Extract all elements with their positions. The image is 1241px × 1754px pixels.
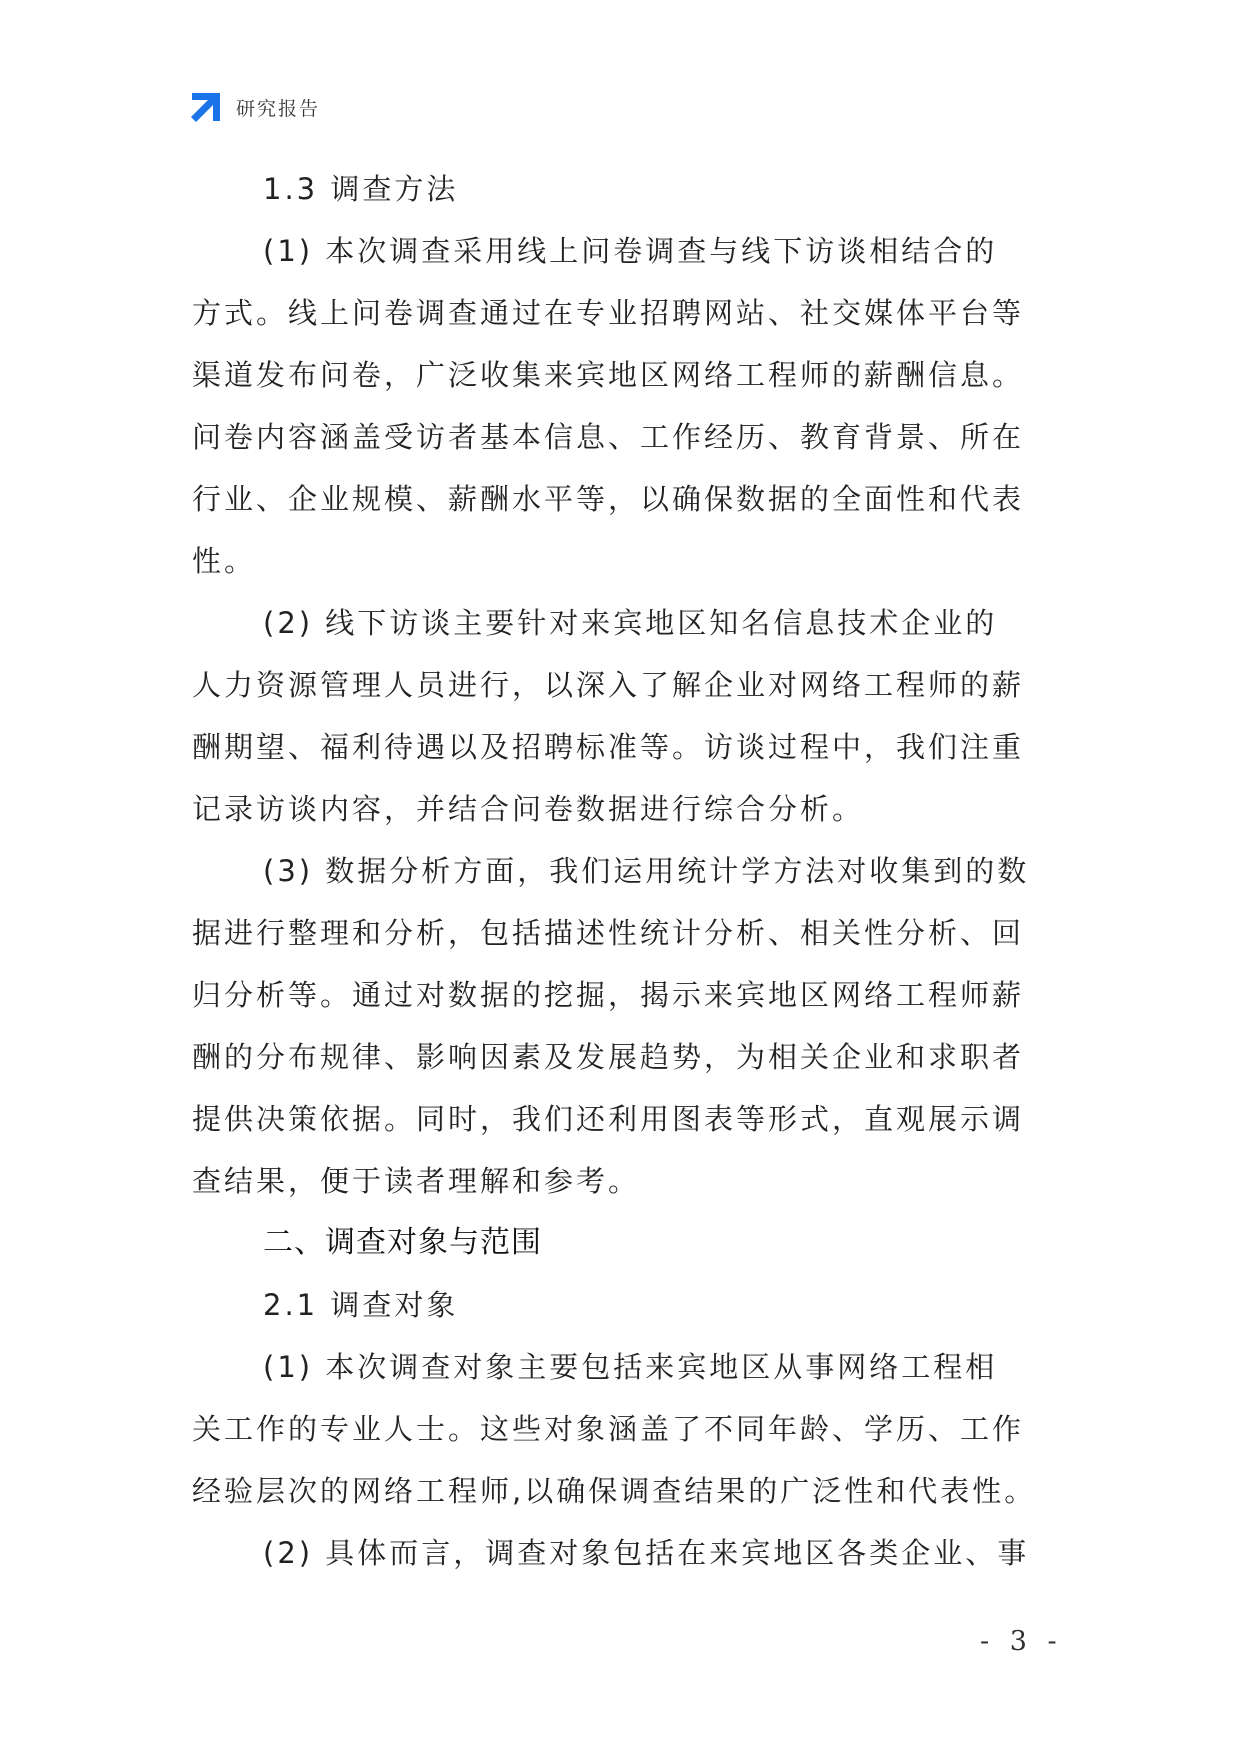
paragraph-line: (1) 本次调查对象主要包括来宾地区从事网络工程相	[263, 1350, 998, 1384]
paragraph-line: (3) 数据分析方面，我们运用统计学方法对收集到的数	[263, 854, 1030, 888]
paragraph-line: 据进行整理和分析，包括描述性统计分析、相关性分析、回	[192, 916, 1025, 950]
paragraph-line: 经验层次的网络工程师,以确保调查结果的广泛性和代表性。	[192, 1474, 1037, 1508]
arrow-up-right-icon	[190, 91, 222, 123]
paragraph-line: 酬的分布规律、影响因素及发展趋势，为相关企业和求职者	[192, 1040, 1025, 1074]
paragraph-line: 归分析等。通过对数据的挖掘，揭示来宾地区网络工程师薪	[192, 978, 1025, 1012]
section-heading: 二、调查对象与范围	[263, 1225, 542, 1260]
paragraph-line: 渠道发布问卷，广泛收集来宾地区网络工程师的薪酬信息。	[192, 358, 1025, 392]
paragraph-line: (2) 线下访谈主要针对来宾地区知名信息技术企业的	[263, 606, 998, 640]
paragraph-line: 方式。线上问卷调查通过在专业招聘网站、社交媒体平台等	[192, 296, 1025, 330]
subsection-heading: 2.1 调查对象	[263, 1288, 459, 1322]
paragraph-line: 问卷内容涵盖受访者基本信息、工作经历、教育背景、所在	[192, 420, 1025, 454]
paragraph-line: 查结果，便于读者理解和参考。	[192, 1164, 641, 1198]
paragraph-line: 性。	[192, 544, 257, 578]
page-number: - 3 -	[980, 1626, 1063, 1657]
paragraph-line: 记录访谈内容，并结合问卷数据进行综合分析。	[192, 792, 865, 826]
paragraph-line: (1) 本次调查采用线上问卷调查与线下访谈相结合的	[263, 234, 998, 268]
paragraph-line: (2) 具体而言，调查对象包括在来宾地区各类企业、事	[263, 1536, 1030, 1570]
header-title: 研究报告	[236, 97, 321, 120]
paragraph-line: 酬期望、福利待遇以及招聘标准等。访谈过程中，我们注重	[192, 730, 1025, 764]
subsection-heading: 1.3 调查方法	[263, 172, 459, 206]
paragraph-line: 提供决策依据。同时，我们还利用图表等形式，直观展示调	[192, 1102, 1025, 1136]
page-header	[190, 90, 320, 124]
paragraph-line: 人力资源管理人员进行，以深入了解企业对网络工程师的薪	[192, 668, 1025, 702]
document-body	[192, 158, 1072, 1584]
paragraph-line: 关工作的专业人士。这些对象涵盖了不同年龄、学历、工作	[192, 1412, 1025, 1446]
paragraph-line: 行业、企业规模、薪酬水平等，以确保数据的全面性和代表	[192, 482, 1025, 516]
